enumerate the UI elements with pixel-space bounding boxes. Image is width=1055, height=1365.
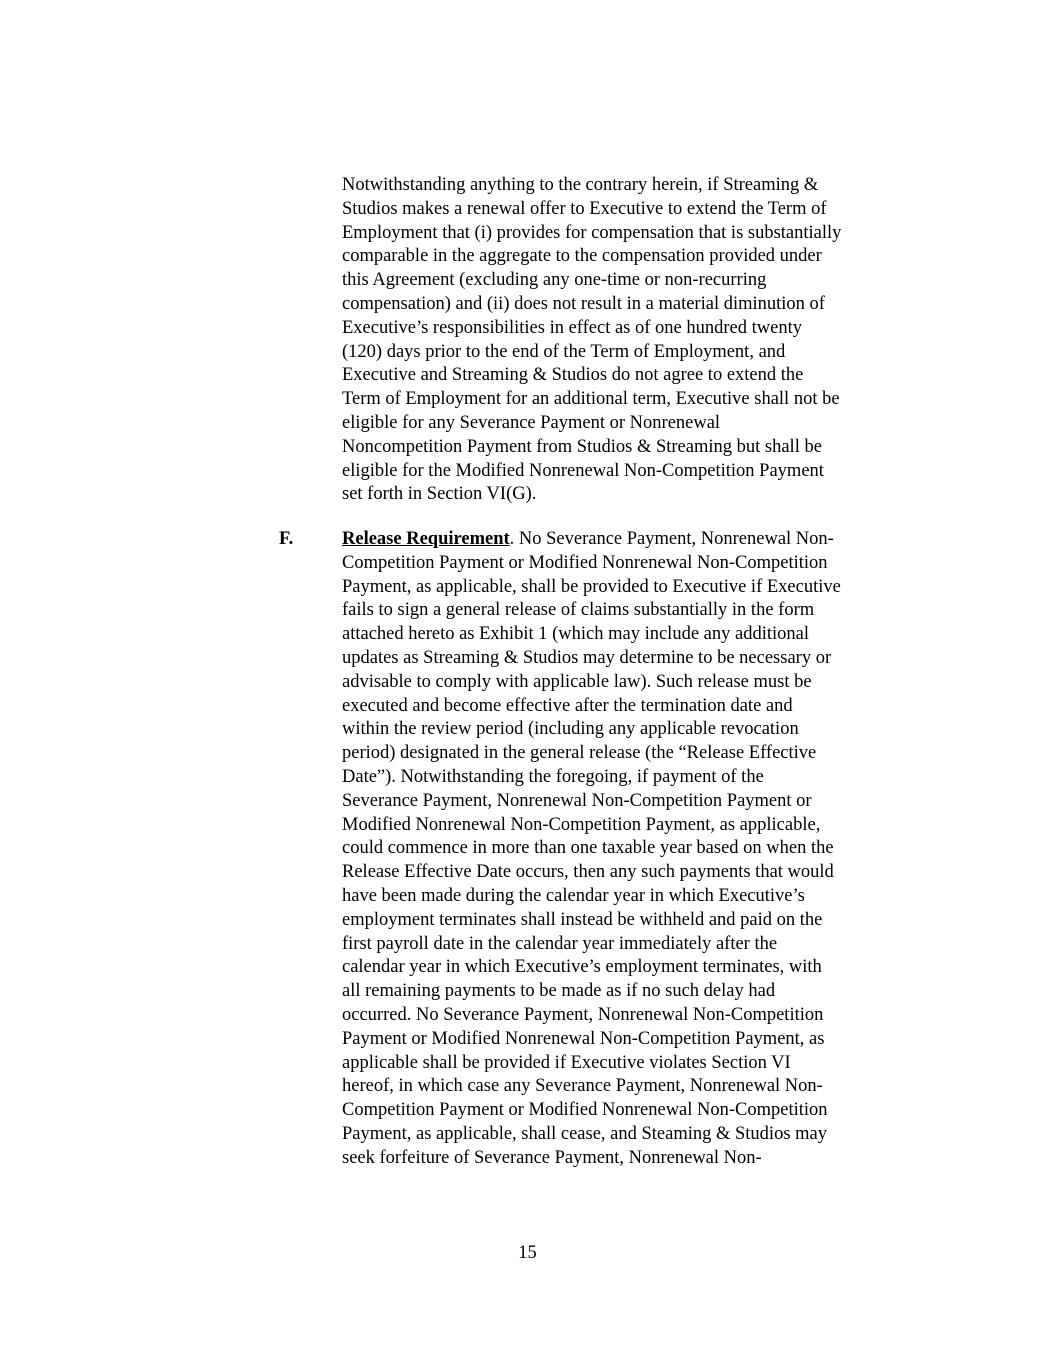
paragraph-line: Payment, as applicable, shall cease, and Steaming & Studios may <box>342 1123 828 1144</box>
paragraph-e-continuation <box>342 174 912 507</box>
paragraph-line: Modified Nonrenewal Non-Competition Payment, as applicable, <box>342 814 821 835</box>
section-f-first-line <box>342 528 912 552</box>
paragraph-line: seek forfeiture of Severance Payment, Nonrenewal Non- <box>342 1147 762 1168</box>
paragraph-line: calendar year in which Executive’s employment terminates, with <box>342 957 822 978</box>
paragraph-line: set forth in Section VI(G). <box>342 484 537 505</box>
paragraph-line: Executive’s responsibilities in effect as of one hundred twenty <box>342 317 802 338</box>
paragraph-line: Competition Payment or Modified Nonrenewal Non-Competition <box>342 552 828 573</box>
paragraph-line: could commence in more than one taxable year based on when the <box>342 838 834 859</box>
paragraph-line: hereof, in which case any Severance Payment, Nonrenewal Non- <box>342 1076 823 1097</box>
paragraph-line: Payment, as applicable, shall be provided to Executive if Executive <box>342 576 841 597</box>
paragraph-line: attached hereto as Exhibit 1 (which may include any additional <box>342 624 809 645</box>
paragraph-line: Term of Employment for an additional term, Executive shall not be <box>342 389 840 410</box>
paragraph-line: Severance Payment, Nonrenewal Non-Competition Payment or <box>342 790 812 811</box>
paragraph-line: employment terminates shall instead be withheld and paid on the <box>342 909 823 930</box>
paragraph-line: Notwithstanding anything to the contrary herein, if Streaming & <box>342 175 819 195</box>
paragraph-line: (120) days prior to the end of the Term of Employment, and <box>342 341 786 362</box>
paragraph-line: Executive and Streaming & Studios do not agree to extend the <box>342 365 804 386</box>
paragraph-line: eligible for any Severance Payment or Nonrenewal <box>342 412 721 433</box>
paragraph-line: fails to sign a general release of claims substantially in the form <box>342 600 815 621</box>
paragraph-line: have been made during the calendar year in which Executive’s <box>342 885 805 906</box>
paragraph-line: all remaining payments to be made as if no such delay had <box>342 981 776 1002</box>
paragraph-line: compensation) and (ii) does not result in a material diminution of <box>342 293 825 314</box>
paragraph-line: comparable in the aggregate to the compensation provided under <box>342 246 822 267</box>
paragraph-line: eligible for the Modified Nonrenewal Non-Competition Payment <box>342 460 824 481</box>
paragraph-line: Studios makes a renewal offer to Executive to extend the Term of <box>342 198 827 219</box>
section-f-first-line-text: . No Severance Payment, Nonrenewal Non- <box>509 529 834 549</box>
paragraph-line: applicable shall be provided if Executive violates Section VI <box>342 1052 791 1073</box>
section-f-body <box>342 528 912 1171</box>
paragraph-line: Date”). Notwithstanding the foregoing, if payment of the <box>342 766 764 787</box>
paragraph-line: advisable to comply with applicable law). Such release must be <box>342 671 812 692</box>
paragraph-line: Release Effective Date occurs, then any such payments that would <box>342 862 834 883</box>
paragraph-line: period) designated in the general release (the “Release Effective <box>342 743 817 764</box>
paragraph-line: first payroll date in the calendar year immediately after the <box>342 933 778 954</box>
paragraph-line: within the review period (including any applicable revocation <box>342 719 799 740</box>
page-number: 15 <box>518 1243 537 1263</box>
paragraph-line: this Agreement (excluding any one-time or non-recurring <box>342 270 767 291</box>
section-f-heading: Release Requirement <box>342 529 510 549</box>
paragraph-line: Noncompetition Payment from Studios & Streaming but shall be <box>342 436 822 457</box>
paragraph-line: Employment that (i) provides for compensation that is substantially <box>342 222 842 243</box>
section-f-label: F. <box>279 529 294 549</box>
paragraph-line: Competition Payment or Modified Nonrenewal Non-Competition <box>342 1100 828 1121</box>
paragraph-line: Payment or Modified Nonrenewal Non-Competition Payment, as <box>342 1028 825 1049</box>
paragraph-line: occurred. No Severance Payment, Nonrenewal Non-Competition <box>342 1004 824 1025</box>
paragraph-line: executed and become effective after the termination date and <box>342 695 793 716</box>
paragraph-line: updates as Streaming & Studios may determine to be necessary or <box>342 647 832 668</box>
